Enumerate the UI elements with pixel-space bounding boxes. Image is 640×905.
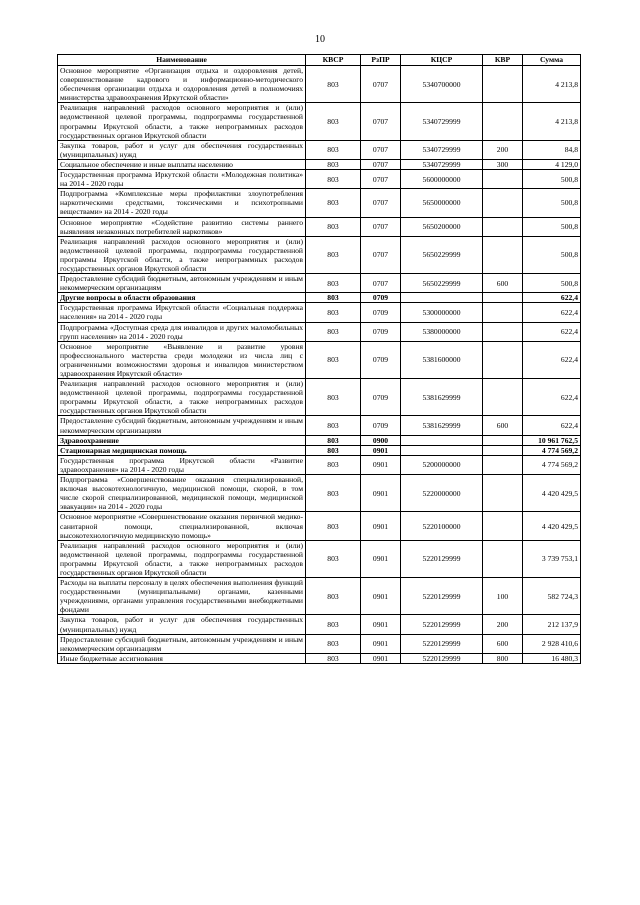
row-rzpr-cell: 0707 — [361, 140, 401, 159]
row-sum-cell: 4 420 429,5 — [523, 512, 581, 540]
row-kvr-cell — [483, 217, 523, 236]
row-kvsr-cell: 803 — [306, 615, 361, 634]
row-kvsr-cell: 803 — [306, 303, 361, 322]
header-name: Наименование — [58, 55, 306, 66]
row-name-cell: Основное мероприятие «Организация отдыха и оздоровления детей, совершенствование кадрового и информационно-методического обеспечения организации отдыха и оздоровления детей в полномочиях министерства здравоохранения Иркутской области» — [58, 66, 306, 103]
row-kvsr-cell: 803 — [306, 634, 361, 653]
row-kvr-cell: 600 — [483, 416, 523, 435]
row-kvr-cell: 300 — [483, 159, 523, 169]
table-row — [58, 303, 581, 322]
table-row — [58, 512, 581, 540]
row-rzpr-cell: 0707 — [361, 170, 401, 189]
header-kvsr: КВСР — [306, 55, 361, 66]
row-rzpr-cell: 0901 — [361, 540, 401, 577]
row-kcsr-cell: 5200000000 — [401, 455, 483, 474]
row-kvsr-cell: 803 — [306, 512, 361, 540]
row-kcsr-cell: 5340729999 — [401, 140, 483, 159]
row-kvsr-cell: 803 — [306, 217, 361, 236]
row-kvr-cell — [483, 540, 523, 577]
row-name-cell: Социальное обеспечение и иные выплаты населению — [58, 159, 306, 169]
row-kcsr-cell — [401, 445, 483, 455]
row-sum-cell: 500,8 — [523, 170, 581, 189]
row-kvsr-cell: 803 — [306, 455, 361, 474]
row-rzpr-cell: 0707 — [361, 66, 401, 103]
table-row — [58, 322, 581, 341]
row-sum-cell: 4 129,0 — [523, 159, 581, 169]
row-sum-cell: 622,4 — [523, 416, 581, 435]
row-rzpr-cell: 0901 — [361, 615, 401, 634]
budget-table — [57, 54, 581, 664]
row-name-cell: Другие вопросы в области образования — [58, 293, 306, 303]
row-rzpr-cell: 0709 — [361, 293, 401, 303]
table-row — [58, 66, 581, 103]
row-kcsr-cell: 5650000000 — [401, 189, 483, 217]
row-name-cell: Государственная программа Иркутской области «Социальная поддержка населения» на 2014 - 2020 годы — [58, 303, 306, 322]
row-rzpr-cell: 0709 — [361, 322, 401, 341]
row-kvsr-cell: 803 — [306, 293, 361, 303]
row-kcsr-cell: 5300000000 — [401, 303, 483, 322]
row-sum-cell: 622,4 — [523, 322, 581, 341]
row-kcsr-cell: 5220100000 — [401, 512, 483, 540]
header-sum: Сумма — [523, 55, 581, 66]
table-row — [58, 475, 581, 512]
row-name-cell: Здравоохранение — [58, 435, 306, 445]
row-sum-cell: 500,8 — [523, 189, 581, 217]
table-row — [58, 293, 581, 303]
row-sum-cell: 10 961 762,5 — [523, 435, 581, 445]
row-kvsr-cell: 803 — [306, 103, 361, 140]
row-kcsr-cell: 5220129999 — [401, 540, 483, 577]
row-kvsr-cell: 803 — [306, 540, 361, 577]
row-sum-cell: 4 774 569,2 — [523, 445, 581, 455]
row-rzpr-cell: 0709 — [361, 379, 401, 416]
row-name-cell: Предоставление субсидий бюджетным, автономным учреждениям и иным некоммерческим организациям — [58, 274, 306, 293]
row-sum-cell: 622,4 — [523, 341, 581, 378]
row-kvsr-cell: 803 — [306, 435, 361, 445]
table-row — [58, 540, 581, 577]
row-kvsr-cell: 803 — [306, 170, 361, 189]
row-name-cell: Стационарная медицинская помощь — [58, 445, 306, 455]
row-rzpr-cell: 0901 — [361, 653, 401, 663]
row-kcsr-cell: 5220129999 — [401, 653, 483, 663]
table-header-row — [58, 55, 581, 66]
row-name-cell: Государственная программа Иркутской области «Развитие здравоохранения» на 2014 - 2020 годы — [58, 455, 306, 474]
row-kvsr-cell: 803 — [306, 416, 361, 435]
row-rzpr-cell: 0901 — [361, 512, 401, 540]
table-row — [58, 416, 581, 435]
row-rzpr-cell: 0901 — [361, 455, 401, 474]
row-name-cell: Предоставление субсидий бюджетным, автономным учреждениям и иным некоммерческим организациям — [58, 416, 306, 435]
row-kvr-cell — [483, 379, 523, 416]
header-kvr: КВР — [483, 55, 523, 66]
row-sum-cell: 2 928 410,6 — [523, 634, 581, 653]
table-row — [58, 634, 581, 653]
row-name-cell: Предоставление субсидий бюджетным, автономным учреждениям и иным некоммерческим организациям — [58, 634, 306, 653]
row-kvsr-cell: 803 — [306, 189, 361, 217]
row-kvsr-cell: 803 — [306, 322, 361, 341]
row-kvr-cell — [483, 322, 523, 341]
table-row — [58, 274, 581, 293]
row-kcsr-cell: 5650200000 — [401, 217, 483, 236]
row-name-cell: Закупка товаров, работ и услуг для обеспечения государственных (муниципальных) нужд — [58, 140, 306, 159]
row-kcsr-cell: 5220000000 — [401, 475, 483, 512]
row-sum-cell: 622,4 — [523, 303, 581, 322]
table-row — [58, 379, 581, 416]
row-sum-cell: 84,8 — [523, 140, 581, 159]
row-kcsr-cell: 5600000000 — [401, 170, 483, 189]
row-kvr-cell: 600 — [483, 274, 523, 293]
row-kvr-cell — [483, 341, 523, 378]
table-row — [58, 615, 581, 634]
row-rzpr-cell: 0707 — [361, 189, 401, 217]
row-kvr-cell — [483, 303, 523, 322]
row-sum-cell: 500,8 — [523, 217, 581, 236]
row-kvsr-cell: 803 — [306, 140, 361, 159]
table-row — [58, 170, 581, 189]
row-kcsr-cell: 5650229999 — [401, 274, 483, 293]
row-name-cell: Реализация направлений расходов основного мероприятия и (или) ведомственной целевой программы, подпрограммы государственной программы Иркутской области, а также непрограммных расходов государственных органов Иркутской области — [58, 103, 306, 140]
table-row — [58, 445, 581, 455]
table-row — [58, 653, 581, 663]
table-row — [58, 341, 581, 378]
row-kvr-cell: 100 — [483, 578, 523, 615]
row-kcsr-cell: 5380000000 — [401, 322, 483, 341]
row-kvsr-cell: 803 — [306, 66, 361, 103]
row-kvsr-cell: 803 — [306, 274, 361, 293]
row-name-cell: Основное мероприятие «Выявление и развитие уровня профессионального мастерства среди молодежи из числа лиц с ограниченными возможностями здоровья и инвалидов министерством здравоохранения Иркутской области» — [58, 341, 306, 378]
row-kvr-cell — [483, 512, 523, 540]
row-kvsr-cell: 803 — [306, 653, 361, 663]
row-sum-cell: 500,8 — [523, 236, 581, 273]
row-name-cell: Реализация направлений расходов основного мероприятия и (или) ведомственной целевой программы, подпрограммы государственной программы Иркутской области, а также непрограммных расходов государственных органов Иркутской области — [58, 379, 306, 416]
row-sum-cell: 500,8 — [523, 274, 581, 293]
row-kvr-cell — [483, 455, 523, 474]
row-kcsr-cell: 5381629999 — [401, 416, 483, 435]
row-sum-cell: 582 724,3 — [523, 578, 581, 615]
row-name-cell: Подпрограмма «Совершенствование оказания специализированной, включая высокотехнологичную, медицинской помощи, скорой, в том числе скорой специализированной, медицинской помощи, медицинской эвакуации» на 2014 - 2020 годы — [58, 475, 306, 512]
table-body — [58, 66, 581, 664]
row-rzpr-cell: 0707 — [361, 159, 401, 169]
row-kvsr-cell: 803 — [306, 445, 361, 455]
row-kvr-cell — [483, 170, 523, 189]
row-kcsr-cell — [401, 435, 483, 445]
row-kcsr-cell — [401, 293, 483, 303]
row-sum-cell: 212 137,9 — [523, 615, 581, 634]
row-kvr-cell — [483, 293, 523, 303]
row-kcsr-cell: 5381629999 — [401, 379, 483, 416]
row-kvr-cell — [483, 189, 523, 217]
row-kcsr-cell: 5381600000 — [401, 341, 483, 378]
row-sum-cell: 622,4 — [523, 379, 581, 416]
row-rzpr-cell: 0709 — [361, 341, 401, 378]
row-kvr-cell: 600 — [483, 634, 523, 653]
row-rzpr-cell: 0901 — [361, 578, 401, 615]
row-kcsr-cell: 5340700000 — [401, 66, 483, 103]
row-kvsr-cell: 803 — [306, 475, 361, 512]
table-row — [58, 578, 581, 615]
row-kvr-cell — [483, 66, 523, 103]
row-name-cell: Основное мероприятие «Содействие развитию системы раннего выявления незаконных потребителей наркотиков» — [58, 217, 306, 236]
row-kvr-cell — [483, 445, 523, 455]
table-row — [58, 159, 581, 169]
table-row — [58, 217, 581, 236]
row-kvr-cell: 200 — [483, 615, 523, 634]
row-kcsr-cell: 5220129999 — [401, 578, 483, 615]
row-rzpr-cell: 0901 — [361, 634, 401, 653]
row-kcsr-cell: 5220129999 — [401, 615, 483, 634]
row-kcsr-cell: 5340729999 — [401, 159, 483, 169]
row-rzpr-cell: 0901 — [361, 445, 401, 455]
row-kcsr-cell: 5340729999 — [401, 103, 483, 140]
row-sum-cell: 16 480,3 — [523, 653, 581, 663]
row-rzpr-cell: 0901 — [361, 475, 401, 512]
row-name-cell: Основное мероприятие «Совершенствование оказания первичной медико-санитарной помощи, специализированной, включая высокотехнологичную медицинскую помощь» — [58, 512, 306, 540]
row-kvsr-cell: 803 — [306, 159, 361, 169]
row-rzpr-cell: 0707 — [361, 236, 401, 273]
table-row — [58, 435, 581, 445]
row-kcsr-cell: 5650229999 — [401, 236, 483, 273]
table-row — [58, 189, 581, 217]
table-row — [58, 236, 581, 273]
row-kvsr-cell: 803 — [306, 341, 361, 378]
row-name-cell: Реализация направлений расходов основного мероприятия и (или) ведомственной целевой программы, подпрограммы государственной программы Иркутской области, а также непрограммных расходов государственных органов Иркутской области — [58, 540, 306, 577]
row-sum-cell: 4 774 569,2 — [523, 455, 581, 474]
row-kvr-cell: 200 — [483, 140, 523, 159]
header-kcsr: КЦСР — [401, 55, 483, 66]
row-rzpr-cell: 0709 — [361, 416, 401, 435]
row-name-cell: Реализация направлений расходов основного мероприятия и (или) ведомственной целевой программы, подпрограммы государственной программы Иркутской области, а также непрограммных расходов государственных органов Иркутской области — [58, 236, 306, 273]
row-kvr-cell — [483, 435, 523, 445]
table-row — [58, 455, 581, 474]
row-kvr-cell — [483, 475, 523, 512]
row-kcsr-cell: 5220129999 — [401, 634, 483, 653]
row-rzpr-cell: 0709 — [361, 303, 401, 322]
row-rzpr-cell: 0707 — [361, 217, 401, 236]
row-sum-cell: 4 213,8 — [523, 66, 581, 103]
row-rzpr-cell: 0707 — [361, 274, 401, 293]
row-name-cell: Иные бюджетные ассигнования — [58, 653, 306, 663]
row-rzpr-cell: 0900 — [361, 435, 401, 445]
row-name-cell: Подпрограмма «Доступная среда для инвалидов и других маломобильных групп населения» на 2014 - 2020 годы — [58, 322, 306, 341]
row-rzpr-cell: 0707 — [361, 103, 401, 140]
header-rzpr: РзПР — [361, 55, 401, 66]
row-kvsr-cell: 803 — [306, 236, 361, 273]
table-row — [58, 103, 581, 140]
page-number: 10 — [315, 34, 325, 45]
row-sum-cell: 3 739 753,1 — [523, 540, 581, 577]
row-kvsr-cell: 803 — [306, 379, 361, 416]
row-name-cell: Государственная программа Иркутской области «Молодежная политика» на 2014 - 2020 годы — [58, 170, 306, 189]
table-row — [58, 140, 581, 159]
row-kvr-cell — [483, 103, 523, 140]
row-name-cell: Подпрограмма «Комплексные меры профилактики злоупотребления наркотическими средствами, токсическими и психотропными веществами» на 2014 - 2020 годы — [58, 189, 306, 217]
row-sum-cell: 622,4 — [523, 293, 581, 303]
row-kvr-cell — [483, 236, 523, 273]
row-name-cell: Закупка товаров, работ и услуг для обеспечения государственных (муниципальных) нужд — [58, 615, 306, 634]
row-sum-cell: 4 213,8 — [523, 103, 581, 140]
row-sum-cell: 4 420 429,5 — [523, 475, 581, 512]
row-kvr-cell: 800 — [483, 653, 523, 663]
row-name-cell: Расходы на выплаты персоналу в целях обеспечения выполнения функций государственными (муниципальными) органами, казенными учреждениями, органами управления государственными внебюджетными фондами — [58, 578, 306, 615]
row-kvsr-cell: 803 — [306, 578, 361, 615]
